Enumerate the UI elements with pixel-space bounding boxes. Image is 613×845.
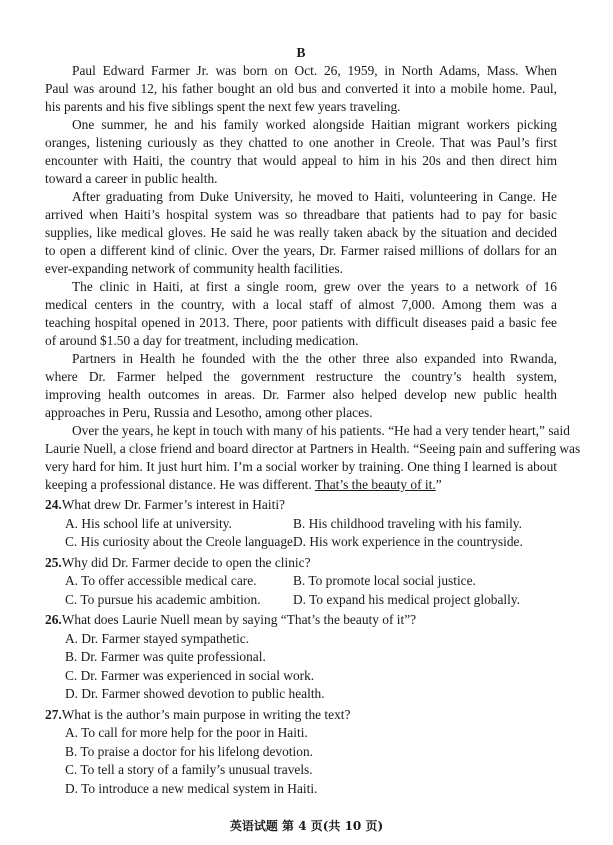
paragraph	[45, 278, 557, 350]
paragraph-line: Paul Edward Farmer Jr. was born on Oct. 26, 1959, in North Adams, Mass. When	[72, 63, 557, 78]
paragraph-line: toward a career in public health.	[45, 171, 218, 186]
option-row	[45, 572, 557, 591]
paragraph-line: medical centers in the country, with a local staff of almost 7,000. Among them was a	[45, 297, 557, 312]
paragraph	[45, 62, 557, 116]
underlined-quote: That’s the beauty of it.	[314, 477, 436, 492]
paragraph-line	[45, 476, 557, 494]
question-text: What is the author’s main purpose in writing the text?	[61, 706, 351, 722]
option[interactable]: B. His childhood traveling with his family.	[293, 515, 522, 531]
paragraph-line: Over the years, he kept in touch with many of his patients. “He had a very tender heart,” said	[72, 423, 570, 438]
question	[45, 706, 557, 799]
paragraph	[45, 116, 557, 188]
paragraph-line: of around $1.50 a day for treatment, including medication.	[45, 333, 359, 348]
question-number: 25.	[45, 554, 62, 570]
closing-quote: ”	[435, 477, 442, 492]
option[interactable]: C. Dr. Farmer was experienced in social work.	[65, 667, 315, 683]
paragraph	[45, 422, 581, 494]
option[interactable]: D. His work experience in the countryside.	[293, 534, 523, 549]
exam-page	[45, 44, 581, 798]
line-text: keeping a professional distance. He was different.	[45, 477, 315, 492]
question-text: What does Laurie Nuell mean by saying “That’s the beauty of it”?	[61, 612, 417, 627]
question	[45, 611, 557, 704]
question-number: 24.	[45, 497, 62, 512]
option[interactable]: B. To praise a doctor for his lifelong devotion.	[65, 743, 313, 759]
page-footer: 英语试题 第 4 页(共 10 页)	[229, 819, 384, 833]
option[interactable]: B. To promote local social justice.	[293, 573, 476, 588]
paragraph-line: where Dr. Farmer helped the government restructure the country’s health system,	[45, 369, 557, 384]
option[interactable]: A. To offer accessible medical care.	[65, 573, 257, 588]
paragraph-line: The clinic in Haiti, at first a single room, grew over the years to a network of 16	[72, 279, 557, 294]
paragraph-line: teaching hospital opened in 2013. There, poor patients with difficult diseases paid a basic fee	[45, 315, 557, 330]
paragraph-line: to open a different kind of clinic. Over the years, Dr. Farmer raised millions of dollars for an	[45, 243, 557, 258]
question-stem	[45, 496, 557, 515]
section-title: B	[296, 45, 306, 60]
question-number: 27.	[45, 706, 62, 722]
paragraph-line: improving health outcomes in areas. Dr. Farmer also helped develop new public health	[45, 387, 557, 402]
paragraph-line: encounter with Haiti, the country that would appeal to him in his 20s and then direct him	[45, 153, 557, 168]
option[interactable]: C. To pursue his academic ambition.	[65, 591, 261, 607]
paragraph-line: Laurie Nuell, a close friend and board director at Partners in Health. “Seeing pain and suffering was	[45, 441, 581, 456]
paragraph-line: Partners in Health he founded with the the other three also expanded into Rwanda,	[72, 351, 557, 366]
paragraph-line: approaches in Peru, Russia and Lesotho, among other places.	[45, 405, 373, 420]
question-number: 26.	[45, 612, 62, 627]
reading-passage	[45, 62, 581, 494]
option-row	[45, 533, 557, 552]
question-text: What drew Dr. Farmer’s interest in Haiti?	[61, 497, 285, 512]
question	[45, 554, 557, 610]
question-stem	[45, 611, 557, 630]
paragraph-line: his parents and his five siblings spent the next few years traveling.	[45, 99, 401, 114]
option[interactable]: A. To call for more help for the poor in Haiti.	[65, 725, 308, 740]
questions	[45, 496, 557, 798]
paragraph-line: supplies, like medical gloves. He said he was really taken aback by the situation and decided	[45, 225, 557, 240]
option-row	[45, 515, 557, 534]
paragraph-line: oranges, listening curiously as they chatted to one another in Creole. That was Paul’s first	[45, 135, 557, 150]
option[interactable]: D. To introduce a new medical system in Haiti.	[65, 780, 318, 796]
question-stem	[45, 706, 557, 725]
question	[45, 496, 557, 552]
option[interactable]: C. To tell a story of a family’s unusual travels.	[65, 762, 313, 777]
question-text: Why did Dr. Farmer decide to open the clinic?	[61, 554, 311, 570]
paragraph	[45, 350, 557, 422]
paragraph-line: Paul was around 12, his father bought an old bus and converted it into a mobile home. Paul,	[45, 81, 557, 96]
option-row	[45, 591, 557, 610]
option[interactable]: A. Dr. Farmer stayed sympathetic.	[65, 630, 250, 646]
option[interactable]: D. To expand his medical project globally.	[293, 591, 521, 607]
option[interactable]: A. His school life at university.	[65, 515, 232, 531]
option[interactable]: B. Dr. Farmer was quite professional.	[65, 649, 266, 664]
paragraph-line: very hard for him. It just hurt him. I’m a social worker by training. One thing I learned is about	[45, 459, 557, 474]
paragraph-line: One summer, he and his family worked alongside Haitian migrant workers picking	[72, 117, 557, 132]
option[interactable]: D. Dr. Farmer showed devotion to public health.	[65, 686, 325, 701]
paragraph-line: arrived when Haiti’s hospital system was so threadbare that patients had to pay for basic	[45, 207, 557, 222]
paragraph-line: ever-expanding network of community health facilities.	[45, 261, 343, 276]
paragraph	[45, 188, 557, 278]
option[interactable]: C. His curiosity about the Creole language.	[65, 534, 297, 549]
question-stem	[45, 554, 557, 573]
paragraph-line: After graduating from Duke University, he moved to Haiti, volunteering in Cange. He	[72, 189, 557, 204]
